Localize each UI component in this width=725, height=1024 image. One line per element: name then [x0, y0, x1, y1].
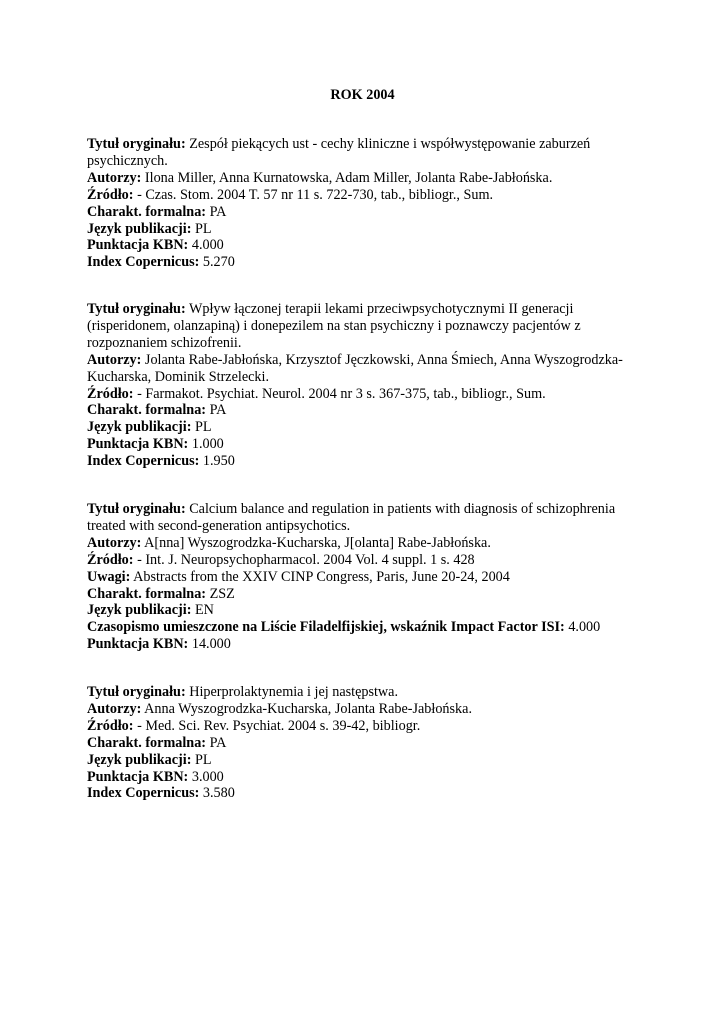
form-label: Charakt. formalna: — [87, 585, 207, 602]
copernicus-label: Index Copernicus: — [87, 453, 200, 470]
entry-kbn — [87, 436, 647, 453]
title-label: Tytuł oryginału: — [87, 501, 186, 517]
publication-entry — [87, 301, 647, 470]
isi-label: Czasopismo umieszczone na Liście Filadelfijskiej, wskaźnik Impact Factor ISI: — [87, 619, 565, 636]
title-label: Tytuł oryginału: — [87, 301, 186, 317]
entry-language — [87, 221, 647, 238]
entry-isi — [87, 619, 647, 636]
publication-entry — [87, 136, 647, 271]
authors-value: Anna Wyszogrodzka-Kucharska, Jolanta Rabe-Jabłońska. — [144, 700, 472, 717]
entry-authors — [87, 352, 647, 386]
source-value: - Czas. Stom. 2004 T. 57 nr 11 s. 722-730, tab., bibliogr., Sum. — [137, 186, 494, 203]
entry-source — [87, 187, 647, 204]
entry-language — [87, 602, 647, 619]
language-label: Język publikacji: — [87, 751, 192, 768]
entry-title — [87, 301, 647, 352]
kbn-value: 1.000 — [191, 436, 224, 453]
title-value: Wpływ łączonej terapii lekami przeciwpsychotycznymi II generacji (risperidonem, olanzapiną) i donepezilem na stan psychiczny i poznawczy pacjentów z rozpoznaniem schizofrenii. — [87, 301, 581, 351]
source-label: Źródło: — [87, 551, 134, 568]
authors-label: Autorzy: — [87, 169, 142, 186]
authors-label: Autorzy: — [87, 534, 142, 551]
kbn-label: Punktacja KBN: — [87, 768, 189, 785]
kbn-value: 3.000 — [191, 768, 224, 785]
entry-source — [87, 552, 647, 569]
copernicus-value: 1.950 — [202, 453, 235, 470]
entry-title — [87, 136, 647, 170]
form-value: ZSZ — [209, 585, 235, 602]
entry-authors — [87, 170, 647, 187]
kbn-label: Punktacja KBN: — [87, 237, 189, 254]
entry-copernicus — [87, 453, 647, 470]
title-label: Tytuł oryginału: — [87, 136, 186, 152]
language-value: PL — [195, 220, 212, 237]
language-value: PL — [195, 419, 212, 436]
title-value: Hiperprolaktynemia i jej następstwa. — [189, 684, 399, 700]
title-value: Zespół piekących ust - cechy kliniczne i współwystępowanie zaburzeń psychicznych. — [87, 136, 591, 169]
language-label: Język publikacji: — [87, 602, 192, 619]
entry-form — [87, 735, 647, 752]
language-label: Język publikacji: — [87, 419, 192, 436]
source-value: - Int. J. Neuropsychopharmacol. 2004 Vol. 4 suppl. 1 s. 428 — [137, 551, 475, 568]
entry-source — [87, 718, 647, 735]
source-value: - Farmakot. Psychiat. Neurol. 2004 nr 3 s. 367-375, tab., bibliogr., Sum. — [137, 385, 546, 402]
authors-value: Jolanta Rabe-Jabłońska, Krzysztof Jęczkowski, Anna Śmiech, Anna Wyszogrodzka-Kucharska, Dominik Strzelecki. — [87, 351, 623, 385]
entry-kbn — [87, 237, 647, 254]
entry-form — [87, 204, 647, 221]
entry-form — [87, 402, 647, 419]
authors-label: Autorzy: — [87, 351, 142, 368]
language-label: Język publikacji: — [87, 220, 192, 237]
entry-source — [87, 386, 647, 403]
form-value: PA — [209, 734, 227, 751]
entry-language — [87, 419, 647, 436]
form-label: Charakt. formalna: — [87, 203, 207, 220]
copernicus-value: 3.580 — [202, 785, 235, 802]
entry-authors — [87, 701, 647, 718]
entry-notes — [87, 569, 647, 586]
publication-entry — [87, 501, 647, 653]
kbn-value: 4.000 — [191, 237, 224, 254]
form-label: Charakt. formalna: — [87, 734, 207, 751]
source-value: - Med. Sci. Rev. Psychiat. 2004 s. 39-42, bibliogr. — [137, 717, 421, 734]
page-heading: ROK 2004 — [330, 87, 395, 103]
entry-title — [87, 501, 647, 535]
publication-entry — [87, 684, 647, 802]
authors-label: Autorzy: — [87, 700, 142, 717]
entry-kbn — [87, 636, 647, 653]
entry-copernicus — [87, 254, 647, 271]
entry-title — [87, 684, 647, 701]
form-value: PA — [209, 402, 227, 419]
source-label: Źródło: — [87, 186, 134, 203]
entry-form — [87, 586, 647, 603]
notes-value: Abstracts from the XXIV CINP Congress, Paris, June 20-24, 2004 — [133, 568, 510, 585]
kbn-label: Punktacja KBN: — [87, 436, 189, 453]
kbn-value: 14.000 — [191, 636, 231, 653]
entry-authors — [87, 535, 647, 552]
copernicus-label: Index Copernicus: — [87, 785, 200, 802]
authors-value: A[nna] Wyszogrodzka-Kucharska, J[olanta] Rabe-Jabłońska. — [144, 534, 491, 551]
language-value: PL — [195, 751, 212, 768]
notes-label: Uwagi: — [87, 568, 131, 585]
copernicus-label: Index Copernicus: — [87, 254, 200, 271]
language-value: EN — [195, 602, 214, 619]
kbn-label: Punktacja KBN: — [87, 636, 189, 653]
title-label: Tytuł oryginału: — [87, 684, 186, 700]
isi-value: 4.000 — [568, 619, 601, 636]
entry-copernicus — [87, 785, 647, 802]
entry-language — [87, 752, 647, 769]
authors-value: Ilona Miller, Anna Kurnatowska, Adam Miller, Jolanta Rabe-Jabłońska. — [144, 169, 553, 186]
title-value: Calcium balance and regulation in patients with diagnosis of schizophrenia treated with second-generation antipsychotics. — [87, 501, 616, 534]
source-label: Źródło: — [87, 385, 134, 402]
form-value: PA — [209, 203, 227, 220]
copernicus-value: 5.270 — [202, 254, 235, 271]
form-label: Charakt. formalna: — [87, 402, 207, 419]
entry-kbn — [87, 769, 647, 786]
source-label: Źródło: — [87, 717, 134, 734]
